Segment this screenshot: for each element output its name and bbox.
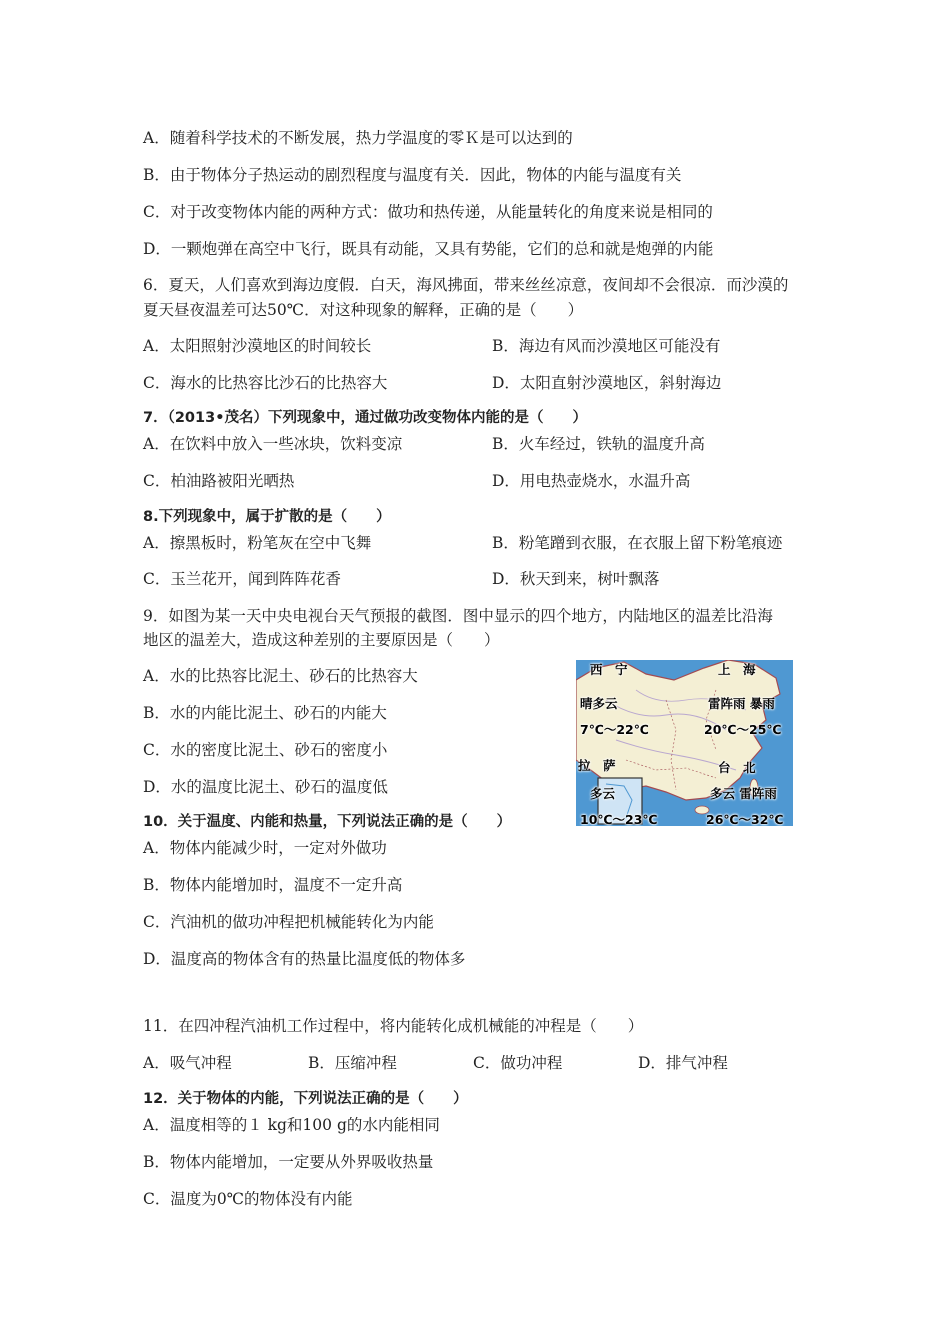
taibei-temperature: 26℃～32℃	[706, 812, 784, 826]
q9-stem-line1: 9．如图为某一天中央电视台天气预报的截图．图中显示的四个地方，内陆地区的温差比沿海	[143, 607, 773, 625]
q11-option-a: A．吸气冲程	[143, 1054, 232, 1072]
q12-option-c: C．温度为0℃的物体没有内能	[143, 1190, 353, 1208]
q6-option-c: C．海水的比热容比沙石的比热容大	[143, 374, 388, 392]
q11-option-b: B．压缩冲程	[308, 1054, 397, 1072]
q9-option-b: B．水的内能比泥土、砂石的内能大	[143, 704, 387, 722]
q12-option-b: B．物体内能增加，一定要从外界吸收热量	[143, 1153, 434, 1171]
q10-option-b: B．物体内能增加时，温度不一定升高	[143, 876, 403, 894]
q8-option-b: B．粉笔蹭到衣服，在衣服上留下粉笔痕迹	[492, 534, 783, 552]
shanghai-temperature: 20℃～25℃	[704, 722, 782, 737]
shanghai-city-label: 上 海	[718, 662, 756, 677]
q11-option-c: C．做功冲程	[473, 1054, 563, 1072]
q8-stem: 8.下列现象中，属于扩散的是（ ）	[143, 509, 391, 525]
q11-stem: 11．在四冲程汽油机工作过程中，将内能转化成机械能的冲程是（ ）	[143, 1017, 644, 1035]
q8-option-a: A．擦黑板时，粉笔灰在空中飞舞	[143, 534, 372, 552]
q12-option-a: A．温度相等的１ kg和100 g的水内能相同	[143, 1116, 440, 1134]
q6-stem-line2: 夏天昼夜温差可达50℃．对这种现象的解释，正确的是（ ）	[143, 301, 584, 319]
lhasa-weather: 多云	[590, 786, 616, 801]
xining-weather: 晴多云	[580, 696, 618, 711]
q6-option-a: A．太阳照射沙漠地区的时间较长	[143, 337, 372, 355]
q9-option-c: C．水的密度比泥土、砂石的密度小	[143, 741, 388, 759]
q5-option-c: C．对于改变物体内能的两种方式：做功和热传递，从能量转化的角度来说是相同的	[143, 203, 713, 221]
lhasa-city-label: 拉 萨	[578, 758, 616, 773]
q10-option-c: C．汽油机的做功冲程把机械能转化为内能	[143, 913, 434, 931]
q7-stem: 7．（2013•茂名）下列现象中，通过做功改变物体内能的是（ ）	[143, 410, 587, 426]
q6-stem-line1: 6．夏天，人们喜欢到海边度假．白天，海风拂面，带来丝丝凉意，夜间却不会很凉．而沙漠的	[143, 276, 789, 294]
xining-city-label: 西 宁	[590, 662, 628, 677]
q7-option-c: C．柏油路被阳光晒热	[143, 472, 295, 490]
q11-option-d: D．排气冲程	[638, 1054, 728, 1072]
xining-temperature: 7℃～22℃	[580, 722, 649, 737]
q8-option-d: D．秋天到来，树叶飘落	[492, 570, 660, 588]
weather-forecast-map	[576, 660, 793, 826]
q10-option-a: A．物体内能减少时，一定对外做功	[143, 839, 387, 857]
q9-option-d: D．水的温度比泥土、砂石的温度低	[143, 778, 388, 796]
q6-option-b: B．海边有风而沙漠地区可能没有	[492, 337, 721, 355]
q7-option-d: D．用电热壶烧水，水温升高	[492, 472, 691, 490]
q9-stem-line2: 地区的温差大，造成这种差别的主要原因是（ ）	[143, 631, 500, 649]
q7-option-a: A．在饮料中放入一些冰块，饮料变凉	[143, 435, 403, 453]
taibei-weather: 多云 雷阵雨	[710, 786, 777, 801]
q12-stem: 12．关于物体的内能，下列说法正确的是（ ）	[143, 1091, 468, 1107]
q6-option-d: D．太阳直射沙漠地区，斜射海边	[492, 374, 722, 392]
q5-option-a: A．随着科学技术的不断发展，热力学温度的零Ｋ是可以达到的	[143, 129, 573, 147]
taibei-city-label: 台 北	[718, 760, 756, 775]
q10-option-d: D．温度高的物体含有的热量比温度低的物体多	[143, 950, 466, 968]
q10-stem: 10．关于温度、内能和热量，下列说法正确的是（ ）	[143, 814, 512, 830]
lhasa-temperature: 10℃～23℃	[580, 812, 658, 826]
q5-option-d: D．一颗炮弹在高空中飞行，既具有动能，又具有势能，它们的总和就是炮弹的内能	[143, 240, 714, 258]
q9-option-a: A．水的比热容比泥土、砂石的比热容大	[143, 667, 418, 685]
q8-option-c: C．玉兰花开，闻到阵阵花香	[143, 570, 341, 588]
q7-option-b: B．火车经过，铁轨的温度升高	[492, 435, 705, 453]
q5-option-b: B．由于物体分子热运动的剧烈程度与温度有关．因此，物体的内能与温度有关	[143, 166, 682, 184]
shanghai-weather: 雷阵雨 暴雨	[708, 696, 775, 711]
